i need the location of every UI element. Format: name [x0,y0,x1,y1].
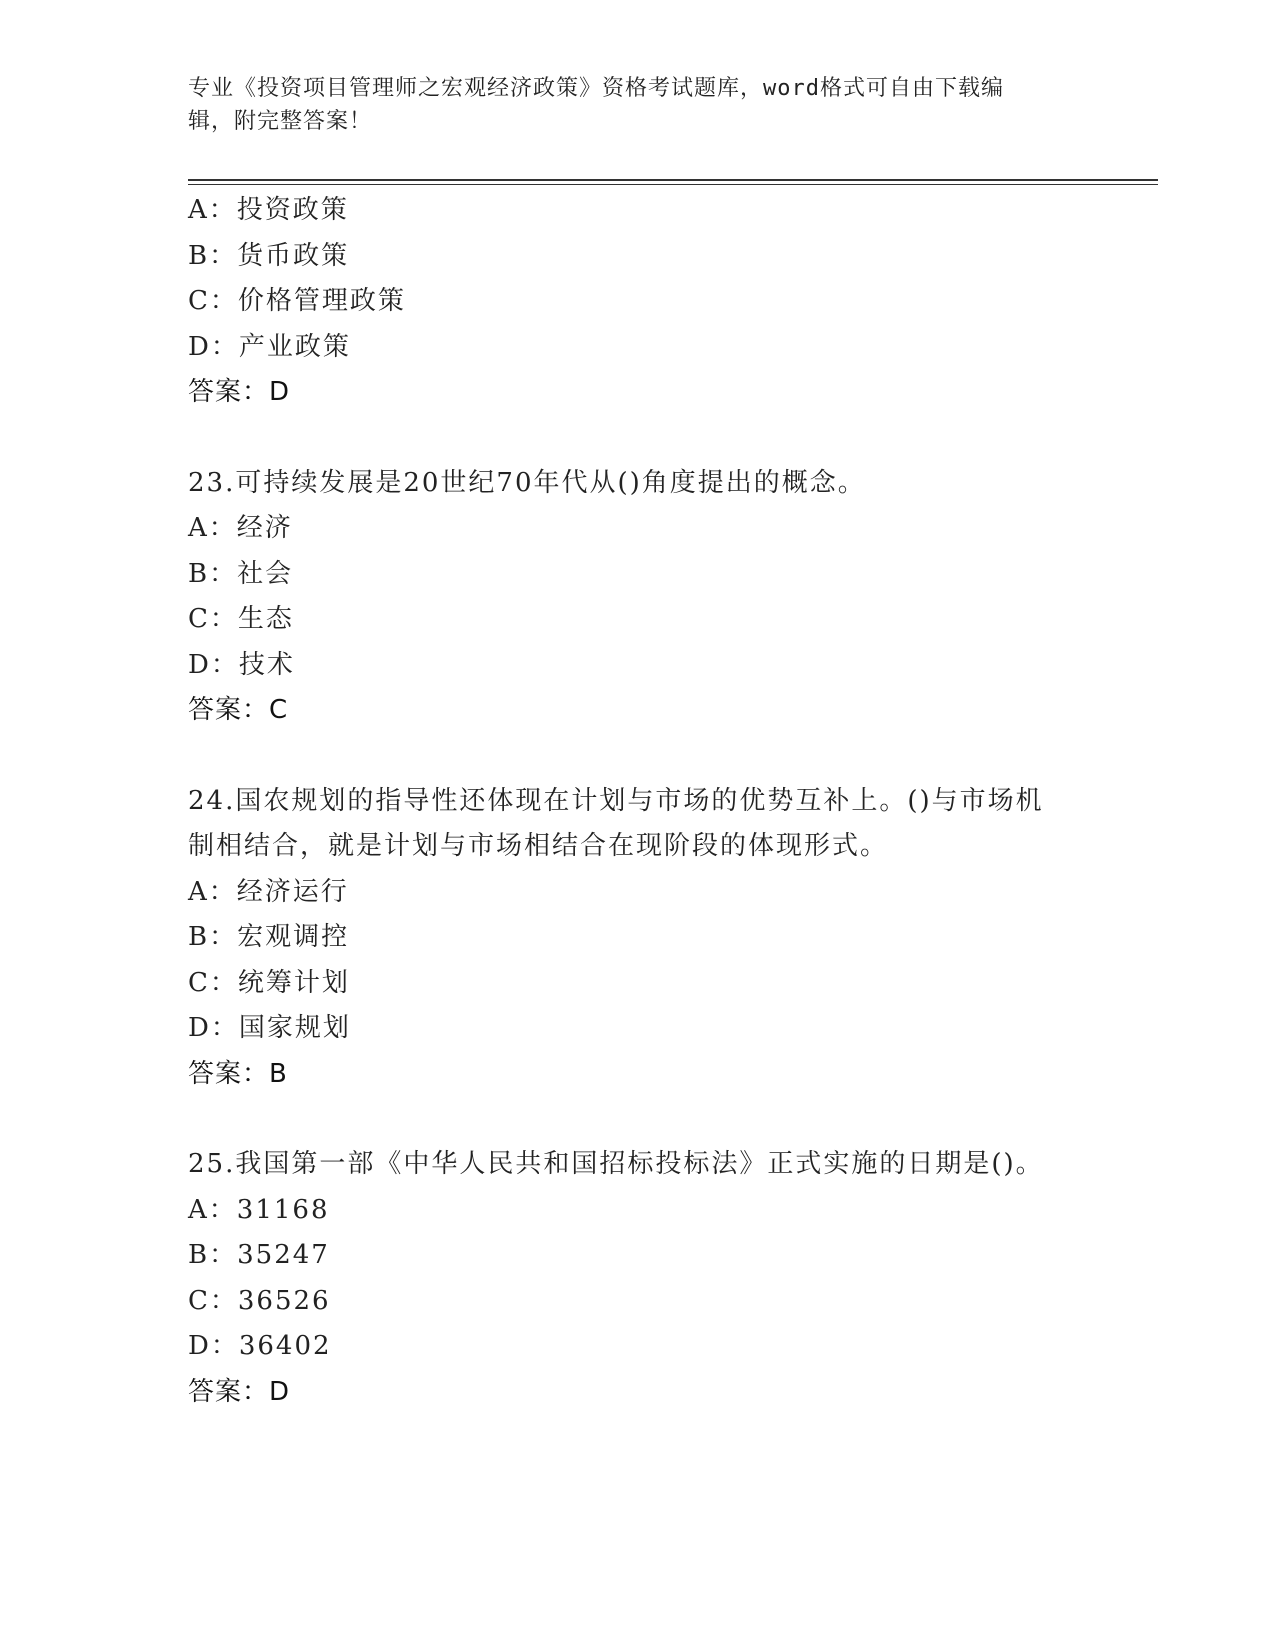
option-c: C：生态 [188,604,294,634]
option-d: D：产业政策 [188,331,351,362]
option-a: A：经济 [188,513,293,543]
spacer [188,1097,1118,1142]
document-header [188,72,1068,138]
answer: 答案：D [188,1376,291,1407]
question-22 [188,188,1118,416]
option-d: D：技术 [188,649,295,680]
option-a: A：经济运行 [188,876,349,907]
question-text: 25.我国第一部《中华人民共和国招标投标法》正式实施的日期是()。 [188,1149,1044,1179]
option-b: B：货币政策 [188,240,350,271]
header-line-2: 辑，附完整答案！ [188,109,373,134]
question-text-line-1: 24.国农规划的指导性还体现在计划与市场的优势互补上。()与市场机 [188,785,1044,816]
option-d: D：国家规划 [188,1013,351,1043]
option-c: C：价格管理政策 [188,286,406,316]
answer: 答案：D [188,377,291,407]
option-a: A：投资政策 [188,195,349,225]
header-divider-thin [188,184,1158,185]
question-25 [188,1142,1118,1415]
question-text-line-2: 制相结合，就是计划与市场相结合在现阶段的体现形式。 [188,831,889,861]
question-list [188,188,1118,1415]
option-a: A：31168 [188,1194,330,1225]
header-divider-thick [188,179,1158,181]
option-b: B：宏观调控 [188,922,350,952]
answer: 答案：C [188,695,289,725]
option-c: C：统筹计划 [188,967,350,998]
question-text: 23.可持续发展是20世纪70年代从()角度提出的概念。 [188,467,866,498]
answer: 答案：B [188,1058,288,1089]
spacer [188,416,1118,461]
question-23 [188,461,1118,734]
spacer [188,734,1118,779]
question-24 [188,779,1118,1098]
option-d: D：36402 [188,1331,332,1361]
option-b: B：社会 [188,558,294,589]
header-line-1: 专业《投资项目管理师之宏观经济政策》资格考试题库，word格式可自由下载编 [188,76,1004,101]
option-c: C：36526 [188,1285,331,1316]
option-b: B：35247 [188,1240,330,1270]
